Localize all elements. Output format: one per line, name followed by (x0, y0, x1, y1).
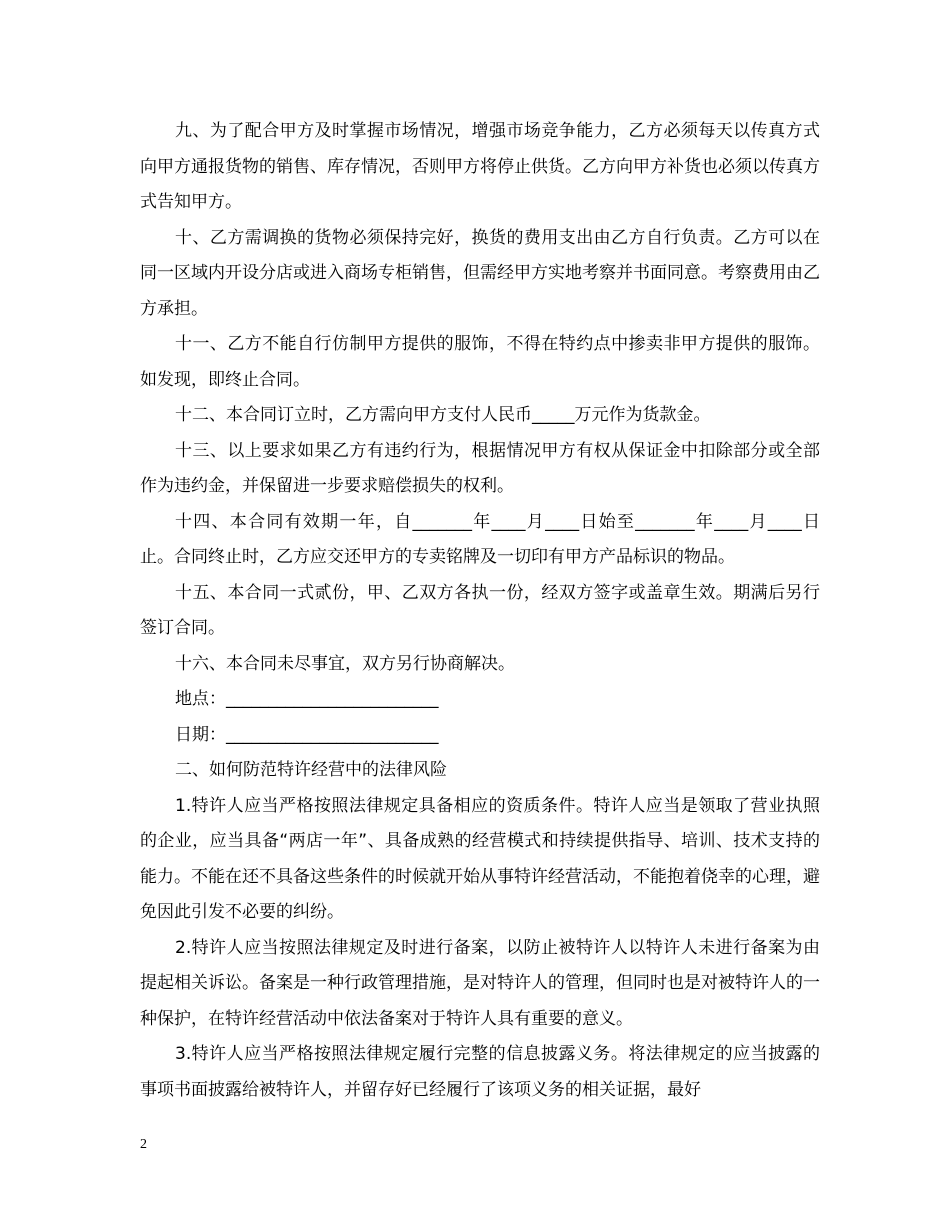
clause-13: 十三、以上要求如果乙方有违约行为，根据情况甲方有权从保证金中扣除部分或全部作为违约金，并保留进一步要求赔偿损失的权利。 (140, 440, 820, 496)
clause-9: 九、为了配合甲方及时掌握市场情况，增强市场竞争能力，乙方必须每天以传真方式向甲方通报货物的销售、库存情况，否则甲方将停止供货。乙方向甲方补货也必须以传真方式告知甲方。 (140, 121, 820, 212)
section-heading: 二、如何防范特许经营中的法律风险 (175, 760, 447, 780)
document-body (140, 114, 820, 1108)
section-paragraph-2: 2.特许人应当按照法律规定及时进行备案，以防止被特许人以特许人未进行备案为由提起相关诉讼。备案是一种行政管理措施，是对特许人的管理，但同时也是对被特许人的一种保护，在特许经营活动中依法备案对于特许人具有重要的意义。 (140, 937, 820, 1029)
page-number: 2 (140, 1137, 147, 1152)
place-field: 地点：_________________________ (175, 689, 439, 709)
section-paragraph-1: 1.特许人应当严格按照法律规定具备相应的资质条件。特许人应当是领取了营业执照的企业，应当具备“两店一年”、具备成熟的经营模式和持续提供指导、培训、技术支持的能力。不能在还不具备这些条件的时候就开始从事特许经营活动，不能抱着侥幸的心理，避免因此引发不必要的纠纷。 (140, 795, 820, 922)
clause-14: 十四、本合同有效期一年，自_______年____月____日始至_______年____月____日止。合同终止时，乙方应交还甲方的专卖铭牌及一切印有甲方产品标识的物品。 (140, 511, 820, 567)
clause-10: 十、乙方需调换的货物必须保持完好，换货的费用支出由乙方自行负责。乙方可以在同一区域内开设分店或进入商场专柜销售，但需经甲方实地考察并书面同意。考察费用由乙方承担。 (140, 227, 820, 319)
section-paragraph-3: 3.特许人应当严格按照法律规定履行完整的信息披露义务。将法律规定的应当披露的事项书面披露给被特许人，并留存好已经履行了该项义务的相关证据，最好 (140, 1044, 820, 1100)
clause-12: 十二、本合同订立时，乙方需向甲方支付人民币_____万元作为货款金。 (175, 405, 711, 425)
clause-15: 十五、本合同一式贰份，甲、乙双方各执一份，经双方签字或盖章生效。期满后另行签订合同。 (140, 582, 820, 638)
clause-16: 十六、本合同未尽事宜，双方另行协商解决。 (175, 653, 515, 674)
date-field: 日期：_________________________ (175, 724, 439, 745)
clause-11: 十一、乙方不能自行仿制甲方提供的服饰，不得在特约点中掺卖非甲方提供的服饰。如发现，即终止合同。 (140, 334, 820, 390)
